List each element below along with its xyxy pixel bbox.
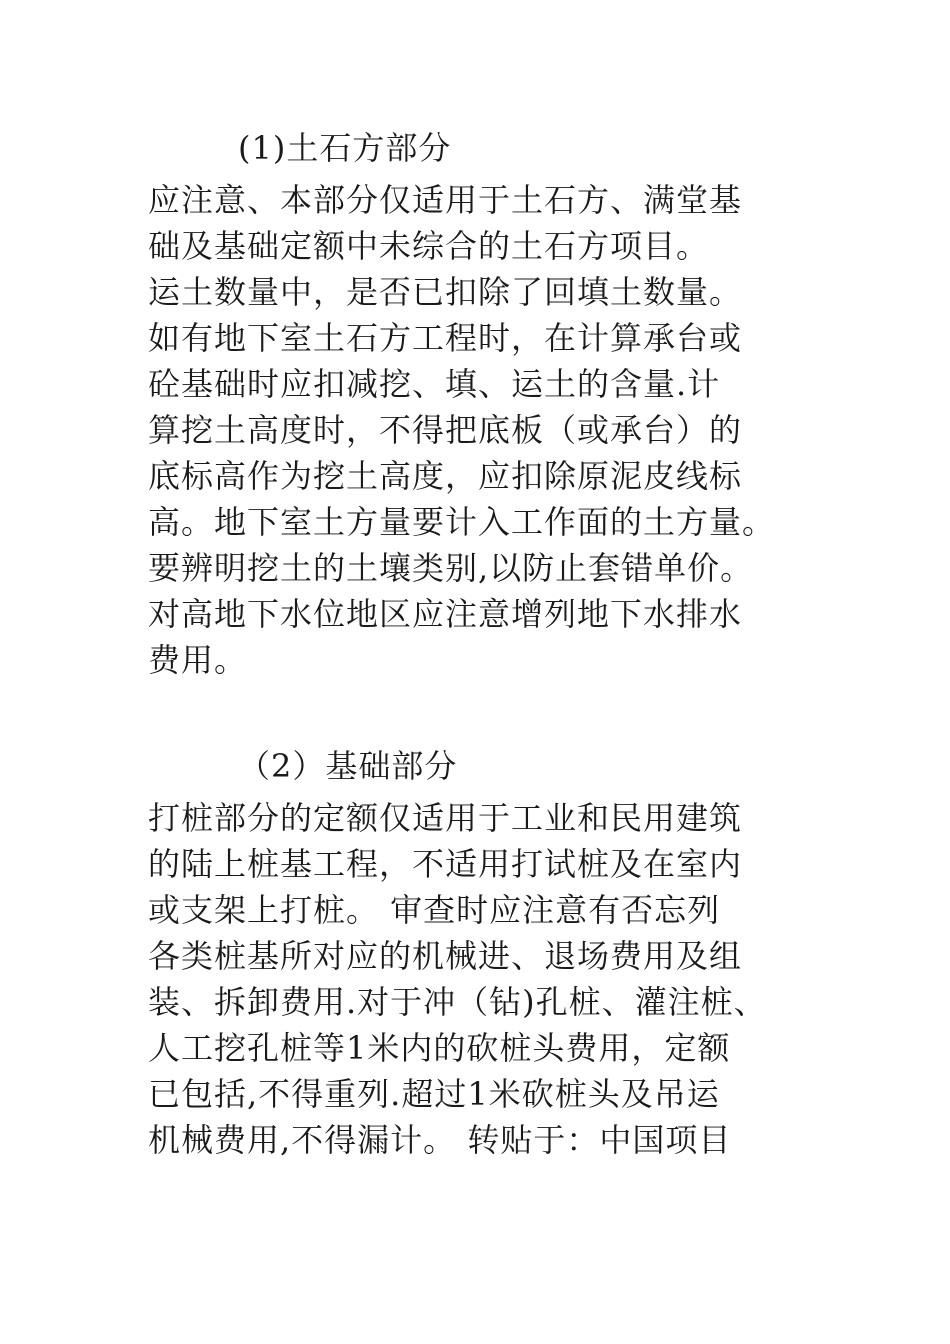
section1-line-9: 要辨明挖土的土壤类别,以防止套错单价。 [148, 549, 754, 587]
section2-heading: （2）基础部分 [238, 747, 458, 785]
section1-line-2: 础及基础定额中未综合的土石方项目。 [148, 227, 710, 265]
section2-line-2: 的陆上桩基工程，不适用打试桩及在室内 [148, 845, 743, 883]
section2-line-1: 打桩部分的定额仅适用于工业和民用建筑 [148, 799, 743, 837]
section2-line-8: 机械费用,不得漏计。 转贴于：中国项目 [148, 1121, 732, 1159]
section1-line-1: 应注意、本部分仅适用于土石方、满堂基 [148, 181, 743, 219]
section2-line-3: 或支架上打桩。 审查时应注意有否忘列 [148, 891, 721, 929]
section1-line-5: 砼基础时应扣减挖、填、运土的含量.计 [148, 365, 721, 403]
section2-line-7: 已包括,不得重列.超过1米砍桩头及吊运 [148, 1075, 720, 1113]
section1-line-3: 运土数量中，是否已扣除了回填土数量。 [148, 273, 743, 311]
section2-line-6: 人工挖孔桩等1米内的砍桩头费用，定额 [148, 1029, 731, 1067]
section1-line-4: 如有地下室土石方工程时，在计算承台或 [148, 319, 743, 357]
section1-line-7: 底标高作为挖土高度，应扣除原泥皮线标 [148, 457, 743, 495]
section2-line-4: 各类桩基所对应的机械进、退场费用及组 [148, 937, 743, 975]
section1-line-10: 对高地下水位地区应注意增列地下水排水 [148, 595, 743, 633]
section1-line-11: 费用。 [148, 641, 248, 679]
section1-line-8: 高。地下室土方量要计入工作面的土方量。 [148, 503, 776, 541]
section1-line-6: 算挖土高度时，不得把底板（或承台）的 [148, 411, 743, 449]
section2-line-5: 装、拆卸费用.对于冲（钻)孔桩、灌注桩、 [148, 983, 767, 1021]
section1-heading: (1)土石方部分 [238, 129, 452, 167]
